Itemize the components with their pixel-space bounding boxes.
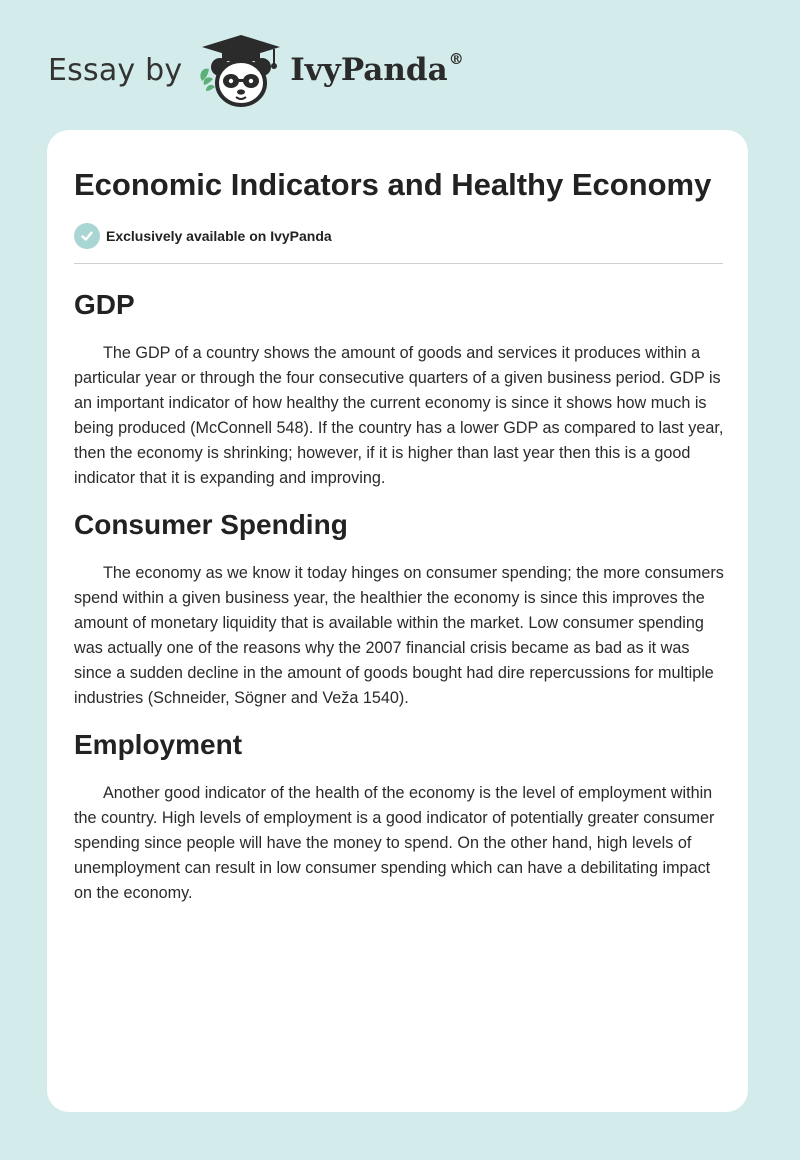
panda-graduate-logo-icon[interactable] bbox=[196, 31, 286, 109]
section-heading-consumer-spending: Consumer Spending bbox=[74, 509, 348, 540]
trademark-symbol: ® bbox=[448, 50, 464, 68]
exclusive-badge bbox=[74, 223, 724, 249]
title-divider bbox=[74, 263, 723, 264]
essay-content bbox=[74, 164, 724, 906]
section-body-gdp: The GDP of a country shows the amount of goods and services it produces within a particular year or through the four consecutive quarters of a given business period. GDP is an important indicator of how healthy the current economy is since it shows how much is being produced (McConnell 548). If the country has a lower GDP as compared to last year, then the economy is shrinking; however, if it is higher than last year then this is a good indicator that it is expanding and improving. bbox=[74, 344, 724, 487]
exclusive-badge-text: Exclusively available on IvyPanda bbox=[106, 228, 332, 244]
essay-by-label: Essay by bbox=[48, 52, 183, 88]
section-heading-gdp: GDP bbox=[74, 289, 135, 320]
section-body-employment: Another good indicator of the health of the economy is the level of employment within the country. High levels of employment is a good indicator of potentially greater consumer spending since people will have the money to spend. On the other hand, high levels of unemployment can result in low consumer spending which can have a debilitating impact on the economy. bbox=[74, 784, 715, 902]
essay-title: Economic Indicators and Healthy Economy bbox=[74, 167, 712, 202]
check-icon bbox=[74, 223, 100, 249]
section-body-consumer-spending: The economy as we know it today hinges on consumer spending; the more consumers spend within a given business year, the healthier the economy is since this improves the amount of monetary liquidity that is available within the market. Low consumer spending was actually one of the reasons why the 2007 financial crisis became as bad as it was since a sudden decline in the amount of goods bought had dire repercussions for multiple industries (Schneider, Sögner and Veža 1540). bbox=[74, 564, 724, 707]
site-header bbox=[48, 30, 464, 110]
essay-card bbox=[47, 130, 748, 1112]
section-heading-employment: Employment bbox=[74, 729, 243, 760]
brand-name[interactable]: IvyPanda® bbox=[290, 50, 464, 88]
